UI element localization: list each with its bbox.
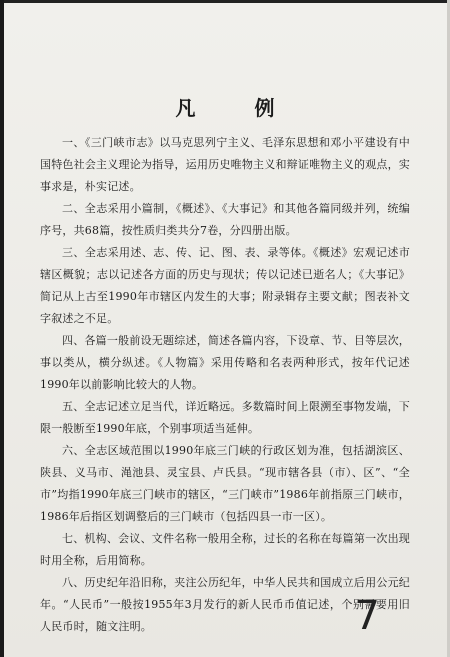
guidelines-body xyxy=(40,132,410,638)
guideline-paragraph-4: 四、各篇一般前设无题综述，简述各篇内容，下设章、节、目等层次，事以类从，横分纵述。《人物篇》采用传略和名表两种形式，按年代记述1990年以前影响比较大的人物。 xyxy=(40,334,410,391)
scan-edge-top xyxy=(0,0,450,3)
guideline-paragraph-2: 二、全志采用小篇制，《概述》、《大事记》和其他各篇同级并列，统编序号，共68篇，按性质归类共分7卷，分四册出版。 xyxy=(40,202,410,237)
guideline-paragraph-8: 八、历史纪年沿旧称，夹注公历纪年，中华人民共和国成立后用公元纪年。“人民币”一般按1955年3月发行的新人民币币值记述，个别需要用旧人民币时，随文注明。 xyxy=(40,576,410,633)
guideline-paragraph-3: 三、全志采用述、志、传、记、图、表、录等体。《概述》宏观记述市辖区概貌；志以记述各方面的历史与现状；传以记述已逝名人；《大事记》简记从上古至1990年市辖区内发生的大事；附录辑存主要文献；图表补文字叙述之不足。 xyxy=(40,246,410,325)
page-number: 7 xyxy=(354,593,380,639)
guideline-paragraph-5: 五、全志记述立足当代，详近略远。多数篇时间上限溯至事物发端，下限一般断至1990年底，个别事项适当延伸。 xyxy=(40,400,410,435)
guideline-paragraph-1: 一、《三门峡市志》以马克思列宁主义、毛泽东思想和邓小平建设有中国特色社会主义理论为指导，运用历史唯物主义和辩证唯物主义的观点，实事求是，朴实记述。 xyxy=(40,136,410,193)
guideline-paragraph-6: 六、全志区域范围以1990年底三门峡的行政区划为准，包括湖滨区、陕县、义马市、渑池县、灵宝县、卢氏县。“现市辖各县（市）、区”、“全市”均指1990年底三门峡市的辖区，“三门峡市”1986年前指原三门峡市，1986年后指区划调整后的三门峡市（包括四县一市一区）。 xyxy=(40,444,410,523)
page-title: 凡 例 xyxy=(175,96,301,120)
guideline-paragraph-7: 七、机构、会议、文件名称一般用全称，过长的名称在每篇第一次出现时用全称，后用简称。 xyxy=(40,532,410,567)
